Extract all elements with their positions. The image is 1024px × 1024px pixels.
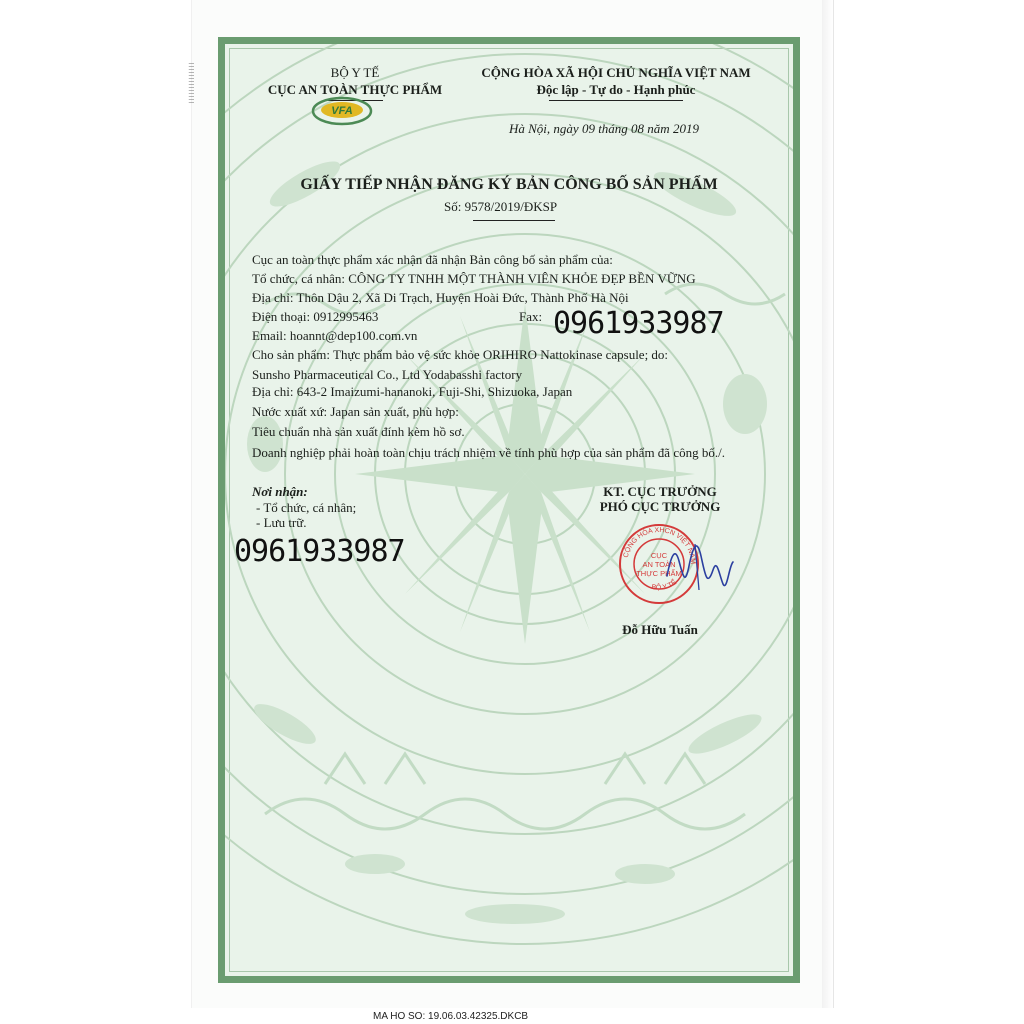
title-underline	[473, 220, 555, 221]
issue-date: Hà Nội, ngày 09 tháng 08 năm 2019	[509, 121, 699, 136]
stamp-center-line: THỰC PHẨM	[636, 569, 682, 578]
vfa-logo	[311, 96, 373, 126]
manufacturer: Sunsho Pharmaceutical Co., Ltd Yodabasshi factory	[252, 367, 523, 382]
national-motto: Độc lập - Tự do - Hạnh phúc	[536, 82, 696, 97]
recipient-item: - Lưu trữ.	[256, 515, 307, 530]
stamp-ring-top: CỘNG HÒA XHCN VIỆT NAM	[622, 526, 697, 565]
product-name: Cho sản phẩm: Thực phẩm bảo vệ sức khỏe ORIHIRO Nattokinase capsule; do:	[252, 347, 669, 362]
fax-label: Fax:	[519, 309, 543, 324]
phone-number: Điện thoại: 0912995463	[252, 309, 379, 324]
standard-note: Tiêu chuẩn nhà sản xuất đính kèm hồ sơ.	[252, 424, 465, 439]
recipient-item: - Tổ chức, cá nhân;	[256, 500, 357, 515]
signer-name: Đỗ Hữu Tuấn	[622, 622, 698, 637]
organization-address: Địa chỉ: Thôn Dậu 2, Xã Di Trạch, Huyện Hoài Đức, Thành Phố Hà Nội	[252, 290, 629, 305]
manufacturer-address: Địa chỉ: 643-2 Imaizumi-hananoki, Fuji-Shi, Shizuoka, Japan	[252, 384, 573, 399]
ministry-name: BỘ Y TẾ	[330, 65, 380, 80]
page-edge	[822, 0, 833, 1008]
overlay-phone-1: 0961933987	[553, 306, 724, 341]
stamp-ring-bottom: BỘ Y TẾ	[650, 579, 679, 592]
registration-number: Số: 9578/2019/ĐKSP	[444, 199, 558, 214]
vfa-logo-text: VFA	[331, 105, 353, 117]
stamp-center-line: AN TOÀN	[642, 560, 676, 569]
country-name: CỘNG HÒA XÃ HỘI CHỦ NGHĨA VIỆT NAM	[481, 65, 751, 80]
signer-title-2: PHÓ CỤC TRƯỞNG	[599, 499, 721, 514]
file-code: MA HO SO: 19.06.03.42325.DKCB	[373, 1011, 529, 1022]
margin-scan-mark: ||||||||||||||	[188, 62, 194, 105]
signer-title-1: KT. CỤC TRƯỞNG	[603, 484, 717, 499]
intro-text: Cục an toàn thực phẩm xác nhận đã nhận Bản công bố sản phẩm của:	[252, 252, 613, 267]
certificate	[218, 37, 800, 983]
country-of-origin: Nước xuất xứ: Japan sản xuất, phù hợp:	[252, 404, 459, 419]
recipients-heading: Nơi nhận:	[252, 484, 308, 499]
overlay-phone-2: 0961933987	[234, 534, 405, 569]
stamp-center-line: CỤC	[650, 551, 668, 560]
responsibility-note: Doanh nghiệp phải hoàn toàn chịu trách nhiệm về tính phù hợp của sản phẩm đã công bố./.	[252, 445, 725, 460]
email-address: Email: hoannt@dep100.com.vn	[252, 328, 418, 343]
handwritten-signature-icon	[657, 526, 747, 598]
document-title: GIẤY TIẾP NHẬN ĐĂNG KÝ BẢN CÔNG BỐ SẢN PHẨM	[300, 176, 718, 193]
organization: Tổ chức, cá nhân: CÔNG TY TNHH MỘT THÀNH VIÊN KHỎE ĐẸP BỀN VỮNG	[252, 271, 696, 286]
motto-underline	[549, 100, 683, 101]
department-name: CỤC AN TOÀN THỰC PHẨM	[267, 82, 443, 97]
